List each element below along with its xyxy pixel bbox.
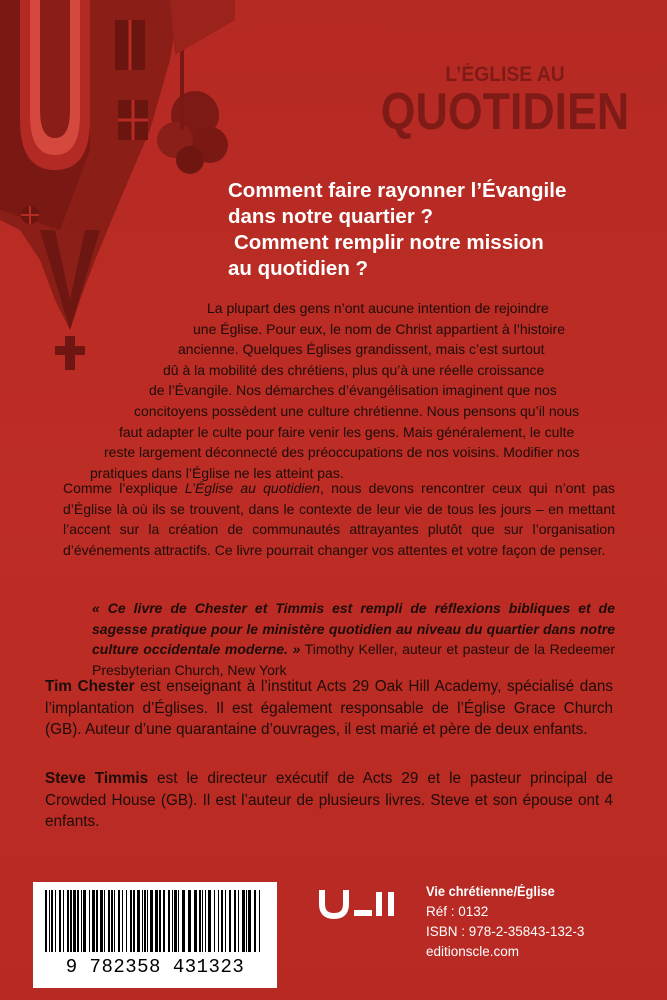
quote-attribution: Timothy Keller, auteur et pasteur de la Redeemer Presbyterian Church, New York	[92, 641, 615, 678]
barcode-bar	[254, 890, 256, 952]
paragraph-text: Comme l’explique	[63, 480, 185, 496]
author-bio-tim-chester	[45, 676, 613, 741]
question-line: Comment faire rayonner l’Évangile	[228, 179, 567, 202]
barcode-bar	[259, 890, 260, 952]
barcode-bar	[147, 890, 148, 952]
barcode-bar	[172, 890, 173, 952]
author-bio-text: est enseignant à l’institut Acts 29 Oak Hill Academy, spécialisé dans l’implantation d’Églises. Il est également responsable de l’Église Grace Church (GB). Auteur d’une quarantaine d’ouvrages, il est marié et père de deux enfants.	[45, 678, 613, 739]
explanation-paragraph	[63, 478, 615, 560]
barcode-bar	[70, 890, 72, 952]
reference-number: Réf : 0132	[426, 904, 489, 919]
barcode-bar	[77, 890, 79, 952]
barcode-bar	[104, 890, 105, 952]
barcode-bar	[246, 890, 247, 952]
barcode-bar	[208, 890, 211, 952]
barcode-bar	[178, 890, 179, 952]
publisher-info	[426, 882, 646, 962]
barcode-bar	[144, 890, 146, 952]
barcode-bar	[59, 890, 61, 952]
barcode-bar	[45, 890, 47, 952]
barcode-bar	[234, 890, 236, 952]
barcode-bar	[218, 890, 219, 952]
book-title-small: L’ÉGLISE AU	[445, 63, 565, 86]
paragraph-line: La plupart des gens n’ont aucune intention de rejoindre	[207, 300, 549, 316]
book-title-inline: L’Église au quotidien	[184, 480, 320, 496]
paragraph-text: , nous devons rencontrer ceux qui n’ont pas d’Église là où ils se trouvent, dans le contexte de leur vie de tous les jours – en mettant l’accent sur la création de communautés attrayantes plutôt que sur l’organisation d’événements attractifs. Ce livre pourrait changer vos attentes et votre façon de penser.	[63, 480, 615, 558]
question-line: au quotidien ?	[228, 257, 369, 280]
intro-paragraph	[0, 298, 667, 481]
barcode-bar	[49, 890, 50, 952]
barcode-bar	[238, 890, 239, 952]
barcode-bar	[81, 890, 82, 952]
barcode-bar	[111, 890, 113, 952]
barcode-bar	[229, 890, 231, 952]
barcode-bar	[142, 890, 143, 952]
barcode-bar	[168, 890, 170, 952]
barcode-bar	[89, 890, 90, 952]
quote-text: « Ce livre de Chester et Timmis est rempli de réflexions bibliques et de sagesse pratique pour le ministère quotidien au niveau du quartier dans notre culture occidentale moderne. »	[92, 600, 615, 658]
barcode-bar	[130, 890, 132, 952]
barcode-bar	[137, 890, 140, 952]
paragraph-line: ancienne. Quelques Églises grandissent, mais c’est surtout	[178, 341, 545, 358]
isbn-barcode	[33, 882, 277, 988]
endorsement-quote	[92, 598, 615, 680]
publisher-website: editionscle.com	[426, 944, 520, 959]
author-name: Tim Chester	[45, 678, 135, 695]
author-name: Steve Timmis	[45, 770, 149, 787]
barcode-bar	[83, 890, 86, 952]
barcode-bar	[205, 890, 206, 952]
paragraph-line: concitoyens possèdent une culture chrétienne. Nous pensons qu’il nous	[134, 403, 580, 419]
barcode-bar	[122, 890, 123, 952]
question-line: Comment remplir notre mission	[234, 231, 544, 254]
barcode-bar	[150, 890, 153, 952]
paragraph-line: une Église. Pour eux, le nom de Christ appartient à l’histoire	[193, 320, 565, 337]
barcode-bar	[133, 890, 135, 952]
barcode-bar	[248, 890, 251, 952]
paragraph-line: dû à la mobilité des chrétiens, plus qu’à une réelle croissance	[163, 361, 545, 378]
barcode-bar	[202, 890, 203, 952]
barcode-number: 9 782358 431323	[65, 956, 245, 978]
publisher-logo	[318, 884, 403, 920]
barcode-bar	[188, 890, 191, 952]
barcode-bar	[225, 890, 226, 952]
barcode-bar	[55, 890, 56, 952]
barcode-bar	[73, 890, 76, 952]
barcode-bar	[155, 890, 158, 952]
barcode-bar	[51, 890, 53, 952]
book-category: Vie chrétienne/Église	[426, 884, 555, 899]
barcode-bar	[126, 890, 127, 952]
barcode-bar	[214, 890, 215, 952]
barcode-bar	[92, 890, 95, 952]
question-line: dans notre quartier ?	[228, 205, 434, 228]
barcode-bar	[159, 890, 161, 952]
barcode-bar	[199, 890, 201, 952]
barcode-bars	[43, 890, 267, 956]
barcode-bar	[96, 890, 98, 952]
barcode-bar	[221, 890, 223, 952]
barcode-bar	[108, 890, 110, 952]
author-bio-steve-timmis	[45, 768, 613, 833]
barcode-bar	[63, 890, 64, 952]
barcode-bar	[242, 890, 245, 952]
barcode-bar	[100, 890, 103, 952]
barcode-bar	[194, 890, 197, 952]
tagline-questions	[228, 178, 648, 282]
barcode-bar	[182, 890, 185, 952]
paragraph-line: pratiques dans l’Église ne les atteint pas.	[90, 464, 344, 481]
paragraph-line: faut adapter le culte pour faire venir les gens. Mais généralement, le culte	[119, 423, 575, 440]
barcode-bar	[174, 890, 177, 952]
barcode-bar	[118, 890, 120, 952]
barcode-bar	[163, 890, 165, 952]
author-bio-text: est le directeur exécutif de Acts 29 et le pasteur principal de Crowded House (GB). Il est l’auteur de plusieurs livres. Steve et son épouse ont 4 enfants.	[45, 770, 613, 831]
paragraph-line: reste largement déconnecté des préoccupations de nos voisins. Modifier nos	[104, 444, 580, 461]
paragraph-line: de l’Évangile. Nos démarches d’évangélisation imaginent que nos	[149, 382, 557, 399]
book-title-main: QUOTIDIEN	[380, 83, 630, 141]
isbn-text: ISBN : 978-2-35843-132-3	[426, 924, 585, 939]
barcode-bar	[67, 890, 69, 952]
barcode-bar	[114, 890, 115, 952]
